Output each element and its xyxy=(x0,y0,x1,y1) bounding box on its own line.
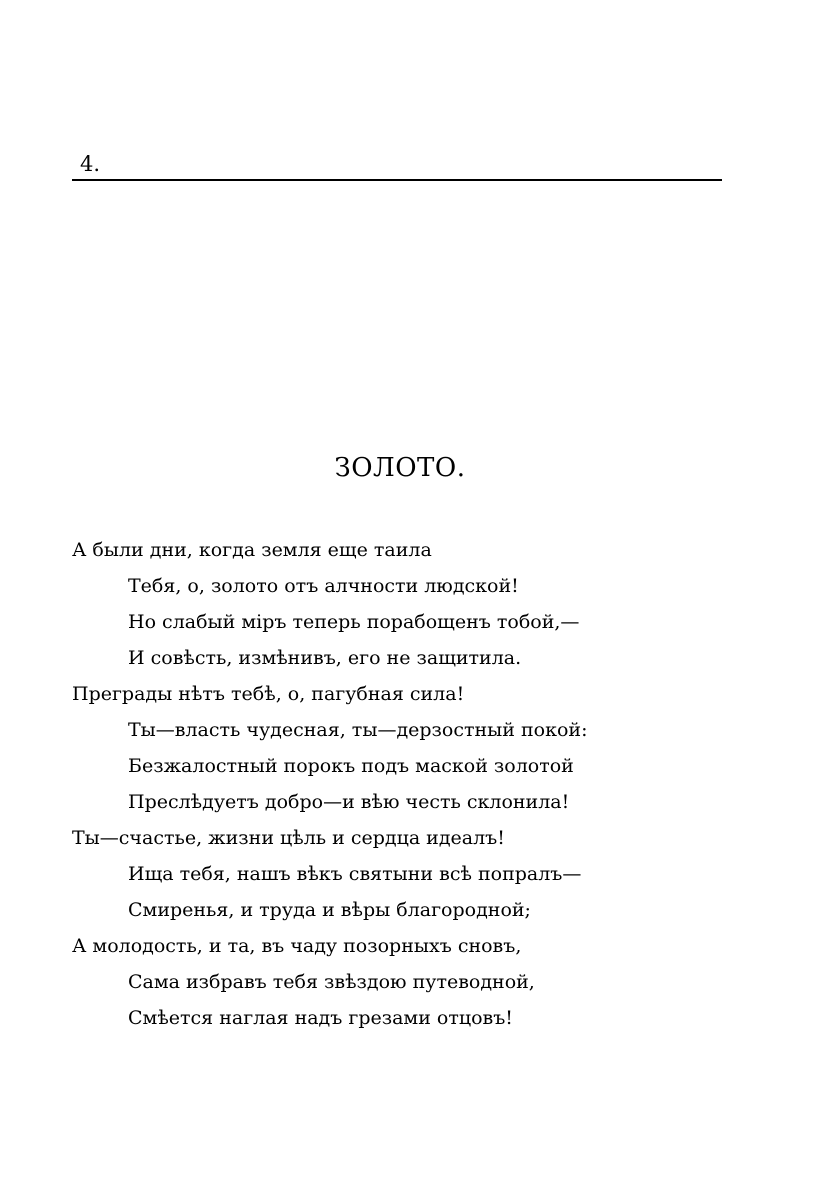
header-rule xyxy=(72,179,722,181)
poem-line: Сама избравъ тебя звѣздою путеводной, xyxy=(128,971,535,993)
poem-line: Ища тебя, нашъ вѣкъ святыни всѣ попралъ— xyxy=(128,863,582,885)
poem-line: А молодость, и та, въ чаду позорныхъ сновъ, xyxy=(72,935,522,957)
poem-body xyxy=(72,534,752,1038)
poem-line: Безжалостный порокъ подъ маской золотой xyxy=(128,755,574,777)
poem-line: Преграды нѣтъ тебѣ, о, пагубная сила! xyxy=(72,683,465,705)
poem-line: Смѣется наглая надъ грезами отцовъ! xyxy=(128,1007,513,1029)
poem-title: ЗОЛОТО. xyxy=(334,453,466,483)
page-number: 4. xyxy=(80,152,101,176)
poem-line: Смиренья, и труда и вѣры благородной; xyxy=(128,899,531,921)
poem-line: Ты—власть чудесная, ты—дерзостный покой: xyxy=(128,719,588,741)
poem-line: А были дни, когда земля еще таила xyxy=(72,539,432,561)
poem-line: Преслѣдуетъ добро—и вѣю честь склонила! xyxy=(128,791,570,813)
poem-line: Ты—счастье, жизни цѣль и сердца идеалъ! xyxy=(72,827,505,849)
poem-line: Но слабый міръ теперь порабощенъ тобой,— xyxy=(128,611,580,633)
poem-line: Тебя, о, золото отъ алчности людской! xyxy=(128,575,519,597)
poem-line: И совѣсть, измѣнивъ, его не защитила. xyxy=(128,647,522,669)
